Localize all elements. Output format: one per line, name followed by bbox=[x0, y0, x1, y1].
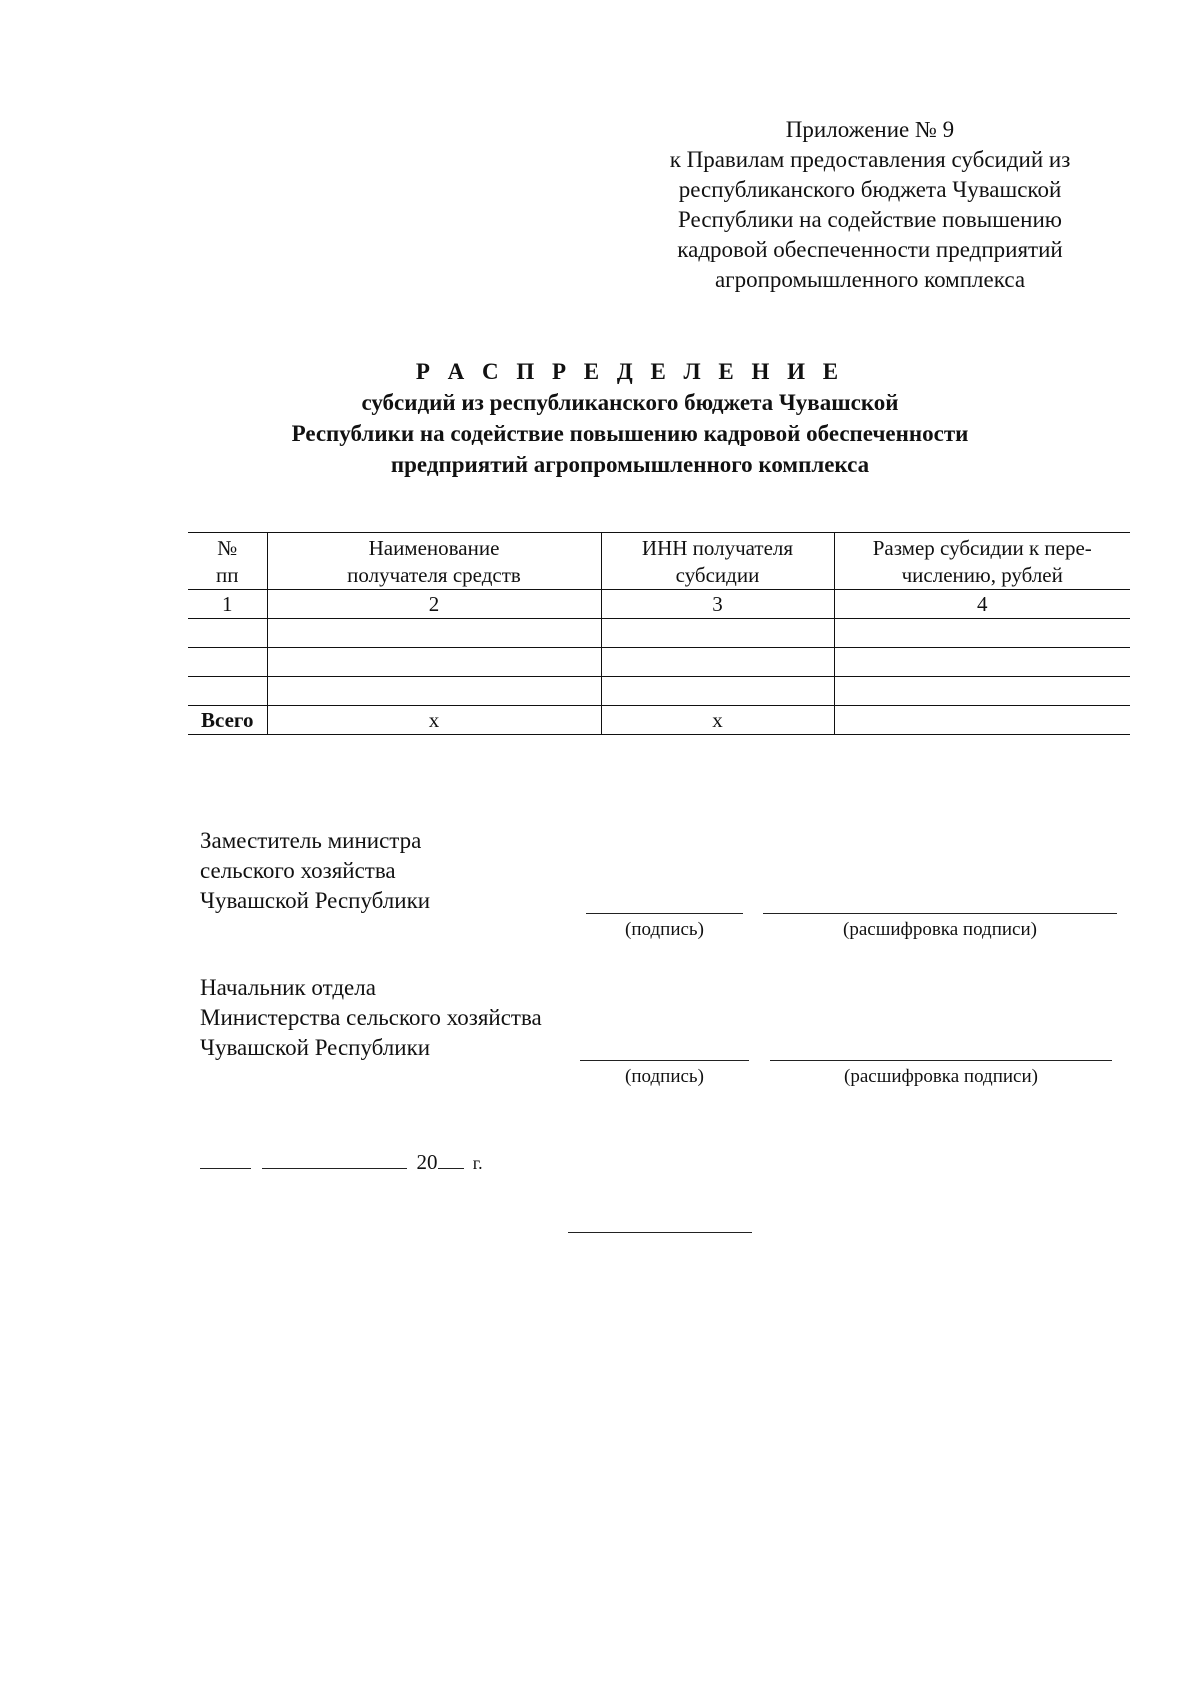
table-cell[interactable] bbox=[267, 619, 601, 648]
table-cell[interactable] bbox=[601, 619, 834, 648]
signature-caption: (подпись) bbox=[625, 919, 704, 940]
title-line: Республики на содействие повышению кадровой обеспеченности bbox=[291, 421, 969, 446]
table-row bbox=[188, 619, 1130, 648]
table-cell[interactable] bbox=[601, 648, 834, 677]
signature-line[interactable] bbox=[586, 913, 743, 914]
column-number: 1 bbox=[188, 590, 267, 619]
signature-line[interactable] bbox=[580, 1060, 749, 1061]
month-blank[interactable] bbox=[262, 1148, 407, 1169]
total-label: Всего bbox=[188, 706, 267, 735]
column-number-row bbox=[188, 590, 1130, 619]
table-cell[interactable] bbox=[188, 677, 267, 706]
annex-line: Приложение № 9 bbox=[785, 117, 955, 142]
signatory-2-position: Начальник отдела Министерства сельского хозяйства Чувашской Республики bbox=[200, 975, 542, 1060]
header-cell-name: Наименование получателя средств bbox=[267, 533, 601, 590]
header-cell-amount: Размер субсидии к пере- числению, рублей bbox=[834, 533, 1130, 590]
bottom-line[interactable] bbox=[568, 1232, 752, 1233]
column-number: 2 bbox=[267, 590, 601, 619]
year-prefix: 20 bbox=[416, 1150, 438, 1174]
annex-line: кадровой обеспеченности предприятий bbox=[677, 237, 1063, 262]
total-row bbox=[188, 706, 1130, 735]
table-row bbox=[188, 648, 1130, 677]
decoding-line[interactable] bbox=[770, 1060, 1112, 1061]
year-suffix: г. bbox=[472, 1153, 483, 1173]
annex-line: агропромышленного комплекса bbox=[714, 267, 1026, 292]
table-cell[interactable] bbox=[267, 677, 601, 706]
total-amount-cell[interactable] bbox=[834, 706, 1130, 735]
table-cell[interactable] bbox=[834, 677, 1130, 706]
decoding-line[interactable] bbox=[763, 913, 1117, 914]
table-cell[interactable] bbox=[601, 677, 834, 706]
document-title bbox=[200, 356, 1060, 480]
total-cell: х bbox=[601, 706, 834, 735]
title-line: предприятий агропромышленного комплекса bbox=[390, 452, 870, 477]
decoding-caption: (расшифровка подписи) bbox=[844, 1066, 1038, 1087]
title-heading: Р А С П Р Е Д Е Л Е Н И Е bbox=[415, 359, 845, 384]
annex-line: республиканского бюджета Чувашской bbox=[678, 177, 1062, 202]
day-blank[interactable] bbox=[200, 1148, 251, 1169]
annex-header bbox=[630, 115, 1110, 295]
date-field bbox=[200, 1148, 483, 1176]
title-line: субсидий из республиканского бюджета Чувашской bbox=[361, 390, 899, 415]
table-cell[interactable] bbox=[834, 619, 1130, 648]
year-blank[interactable] bbox=[438, 1148, 464, 1169]
decoding-caption: (расшифровка подписи) bbox=[843, 919, 1037, 940]
table-row bbox=[188, 677, 1130, 706]
annex-line: к Правилам предоставления субсидий из bbox=[669, 147, 1071, 172]
header-cell-inn: ИНН получателя субсидии bbox=[601, 533, 834, 590]
column-number: 4 bbox=[834, 590, 1130, 619]
distribution-table bbox=[188, 532, 1130, 735]
total-cell: х bbox=[267, 706, 601, 735]
table-cell[interactable] bbox=[834, 648, 1130, 677]
signature-caption: (подпись) bbox=[625, 1066, 704, 1087]
table-header-row bbox=[188, 533, 1130, 590]
header-cell-number: № пп bbox=[188, 533, 267, 590]
annex-line: Республики на содействие повышению bbox=[678, 207, 1062, 232]
column-number: 3 bbox=[601, 590, 834, 619]
signatory-1-position: Заместитель министра сельского хозяйства Чувашской Республики bbox=[200, 828, 431, 913]
table-cell[interactable] bbox=[267, 648, 601, 677]
table-cell[interactable] bbox=[188, 619, 267, 648]
table-cell[interactable] bbox=[188, 648, 267, 677]
